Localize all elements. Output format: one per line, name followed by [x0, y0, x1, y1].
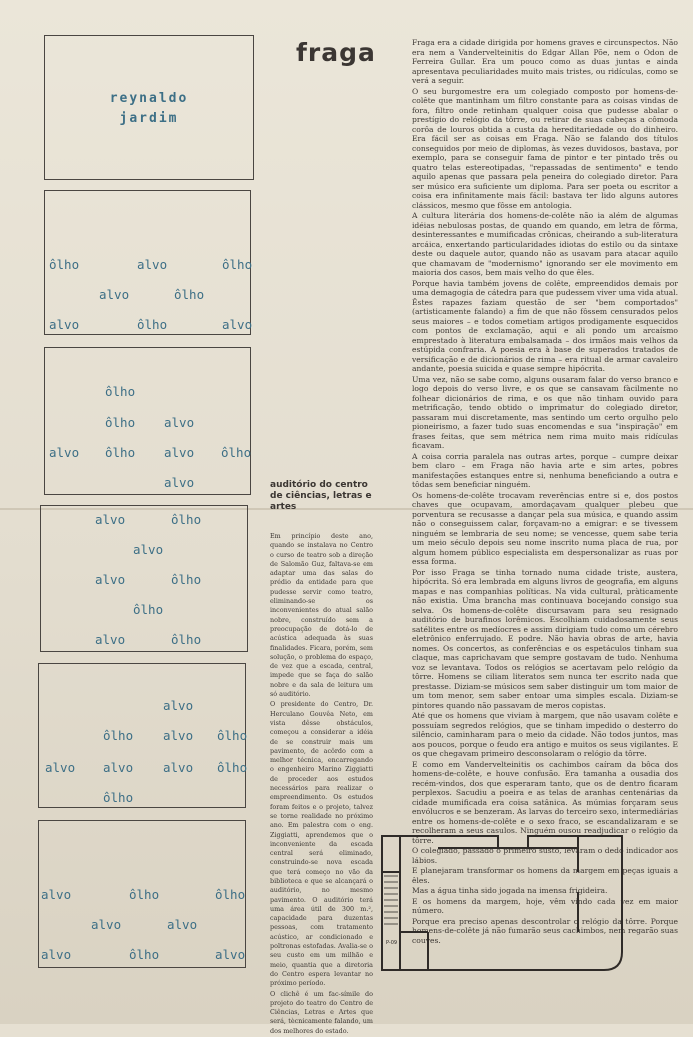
poem-word: ôlho [129, 887, 160, 902]
author-last-name: jardim [119, 111, 179, 126]
essay-paragraph: Fraga era a cidade dirigida por homens graves e circunspectos. Não era nem a Vandervelteinitis do Edgar Allan Põe, nem o Odon de Ferreira Gullar. Era um pouco como as duas juntas e ainda apresentava peculiaridades muito mais tristes, ou ridículas, como se verá a seguir. [412, 38, 678, 85]
poem-word: alvo [137, 257, 168, 272]
poem-word: alvo [103, 760, 134, 775]
essay-paragraph: Até que os homens que viviam à margem, que não usavam colête e possuíam segredos relógios, que se tinham impedido o desterro do silêncio, caminharam para o meio da cidade. Não todos juntos, mas aos poucos, porque o feudo era antigo e muitos os seus vigilantes. E os que chegavam primeiro desconsolaram o relógio da tôrre. [412, 711, 678, 758]
author-first-name: reynaldo [109, 91, 189, 106]
article-title-line: de ciências, letras e [270, 491, 372, 501]
essay-paragraph: Uma vez, não se sabe como, alguns ousaram falar do verso branco e logo depois do verso livre, e os que se cansavam fàcilmente no folhear dicionários de rima, e os que não tinham ouvido para metrificação, tendo obtido o imprimatur do colegiado diretor, passaram mui discretamente, mas sentindo um certo orgulho pelo pioneirismo, a fazer tudo suas encomendas e sua "inspiração" em frases feitas, que sem métrica nem rima muito mais ridículas ficavam. [412, 374, 678, 450]
essay-column [412, 38, 678, 946]
poem-word: ôlho [105, 384, 136, 399]
floor-plan-drawing [378, 832, 634, 974]
poem-word: ôlho [129, 947, 160, 962]
poem-word: ôlho [222, 257, 253, 272]
essay-paragraph: O seu burgomestre era um colegiado composto por homens-de-colête que mantinham um filtro constante para as coisas vindas de fora, filtro onde retinham qualquer coisa que pudesse abalar o prestígio do relógio da tôrre, ou retirar de suas cabeças a cômoda corôa de louros obtida a custa da hereditariedade ou do dinheiro. Era fácil ser as coisas em Fraga. Não se falando dos títulos conseguidos por meio de diplomas, às vezes duvidosos, bastava, por exemplo, para se conseguir fama de pintor e ter pintado três ou quatro telas estereotipadas, "repassadas de sentimento" e tendo aquilo apenas que passara pela peneira do colegiado diretor. Para ser músico era suficiente um diploma. Para ser poeta ou escritor a coisa era infinitamente mais fácil: bastava ter lido alguns autores clássicos, mesmo que fôsse em antologia. [412, 86, 678, 210]
author-box [44, 35, 254, 180]
article-paragraph: Em princípio deste ano, quando se instalava no Centro o curso de teatro sob a direção de Salomão Guz, faltava-se em adaptar uma das salas do prédio da entidade para que pudesse servir como teatro, eliminando-se os inconvenientes do atual salão nobre, construído sem a preocupação de dotá-lo de acústica adequada às suas finalidades. Ficara, porém, sem solução, o problema do espaço, de vez que a escada, central, impede que se faça do salão nobre e da sala de leitura um só auditório. [270, 532, 373, 699]
section-title: fraga [296, 38, 376, 67]
poem-panel-2 [44, 347, 251, 495]
article-paragraph: O clichê é um fac-símile do projeto do teatro do Centro de Ciências, Letras e Artes que será, tècnicamente falando, um dos melhores do estado. [270, 989, 373, 1035]
essay-paragraph: Mas a água tinha sido jogada na imensa frigideira. [412, 886, 608, 895]
essay-paragraph: Por isso Fraga se tinha tornado numa cidade triste, austera, hipócrita. Só era lembrada em alguns livros de geografia, em alguns mapas e nas companhias políticas. Na vida cultural, pràticamente não existia. Uma brancha mas continuava bocejando consigo sua selva. Os homens-de-colête discursavam para seu resignado auditório de burafinos lorêmicos. Escolhiam cuidadosamente seus satélites entre os medíocres e assim dirigiam tudo como um cérebro eletrônico enferrujado. E podre. Não havia obras de arte, havia nomes. Os concertos, as conferências e os espetáculos tinham sua claque, mas caprichavam que sempre gostavam de tudo. Nenhuma voz se levantava. Todos os relógios se acertavam pelo relógio da tôrre. Homens se ciliam literatos sem nunca ter escrito nada que prestasse. Diziam-se músicos sem saber distinguir um tom maior de um tom menor, sem saber entoar uma simples escala. Diziam-se pintores quando não passavam de meros copistas. [412, 567, 678, 710]
poem-word: alvo [99, 287, 130, 302]
poem-panel-1 [44, 190, 251, 335]
poem-word: ôlho [137, 317, 168, 332]
essay-paragraph: E como em Vandervelteinitis os cachimbos caíram da bôca dos homens-de-colête, e houve confusão. Era tamanha a ousadia dos recém-vindos, dos que esperaram tanto, que os de dentro ficaram perplexos. Sacudiu a poeira e as telas de aranhas centenárias da cidade mumificada era coisa satânica. As múmias forçaram seus envólucros e se benzeram. As larvas do terceiro sexo, intermediárias entre os homens-de-colête e o sexo fraco, se escandalizaram e se recolheram a seus casulos. Ninguém ousou readjudicar o relógio da tôrre. [412, 759, 678, 845]
floor-plan-label: P-09 [386, 940, 398, 946]
essay-paragraph: A cultura literária dos homens-de-colête não ia além de algumas idéias nebulosas postas, de quando em quando, em letra de fôrma, desinteressantes e mumificadas crônicas, cheirando a sub-literatura arcáica, enxertando particularidades idiotas do estilo ou da sintaxe deste ou daquele autor, quando não as usavam para atacar aquilo que chamavam de "modernismo" ignorando ser ele movimento em maioria dos casos, bem mais velho do que êles. [412, 211, 678, 277]
poem-word: alvo [95, 632, 126, 647]
article-title [270, 480, 373, 513]
poem-word: alvo [95, 512, 126, 527]
poem-word: alvo [41, 947, 72, 962]
poem-word: alvo [163, 698, 194, 713]
poem-word: ôlho [49, 257, 80, 272]
poem-word: alvo [91, 917, 122, 932]
poem-word: ôlho [215, 887, 246, 902]
essay-paragraph: Porque era preciso apenas descontrolar o relógio da tôrre. Porque homens-de-colête já não fumarão seus cachimbos, nem regarão suas couves. [412, 916, 678, 945]
poem-word: ôlho [217, 760, 248, 775]
poem-word: ôlho [105, 415, 136, 430]
essay-paragraph: O colegiado, passado o primeiro susto, levaram o dedo indicador aos lábios. [412, 846, 678, 865]
poem-word: ôlho [171, 572, 202, 587]
poem-word: ôlho [133, 602, 164, 617]
poem-word: alvo [163, 760, 194, 775]
poem-word: ôlho [103, 790, 134, 805]
poem-word: ôlho [217, 728, 248, 743]
poem-word: alvo [95, 572, 126, 587]
poem-word: ôlho [221, 445, 252, 460]
poem-word: alvo [215, 947, 246, 962]
essay-paragraph: E planejaram transformar os homens da margem em peças iguais a êles. [412, 866, 678, 885]
essay-paragraph: A coisa corria paralela nas outras artes, porque – cumpre deixar bem claro – em Fraga não havia arte e sim artes, pobres manifestações estanques entre si, nenhuma beneficiando a outra e tôdas sem beneficiar ninguém. [412, 451, 678, 489]
poem-word: ôlho [105, 445, 136, 460]
poem-word: alvo [45, 760, 76, 775]
poem-word: alvo [49, 445, 80, 460]
article-paragraph: O presidente do Centro, Dr. Herculano Gouvêa Neto, em vista dêsse obstáculos, começou a considerar a idéia de se construir mais um pavimento, de acôrdo com a melhor técnica, encarregando o engenheiro Marino Ziggiatti de proceder aos estudos necessários para realizar o empreendimento. Os estudos foram feitos e o projeto, talvez se torne realidade no próximo ano. Em palestra com o eng. Ziggiatti, aprendemos que o inconveniente da escada central será eliminado, construindo-se nova escada que terá começo no vão da biblioteca e que se alcançará o auditório, no mesmo pavimento. O auditório terá uma área útil de 300 m.², capacidade para duzentas pessoas, com tratamento acústico, ar condicionado e poltronas estofadas. Avalia-se o seu custo em um milhão e meio, quantia que a diretoria do Centro espera levantar no próximo período. [270, 700, 373, 988]
poem-word: alvo [164, 475, 195, 490]
poem-word: alvo [49, 317, 80, 332]
article-title-line: artes [270, 502, 297, 512]
essay-paragraph: E os homens da margem, hoje, vêm vindo cada vez em maior número. [412, 896, 678, 915]
poem-word: ôlho [171, 632, 202, 647]
essay-paragraph: Os homens-de-colête trocavam reverências entre si e, dos postos chaves que ocupavam, amordaçavam qualquer plebeu que porventura se recusasse a dançar pela sua música, e quando assim não o conseguissem calar, forçavam-no a emigrar: e se tivessem ninguém se lembraria de seu nome; se vencesse, quem sabe teria um meio século depois seu nome inscrito numa placa de rua, por algum homem público especialista em despersonalizar as ruas por essa forma. [412, 490, 678, 566]
poem-word: alvo [164, 445, 195, 460]
poem-word: alvo [163, 728, 194, 743]
article-column [270, 532, 373, 1037]
article-title-line: auditório do centro [270, 480, 368, 490]
poem-word: ôlho [103, 728, 134, 743]
essay-paragraph: Porque havia também jovens de colête, empreendidos demais por uma demagogia de cátedra para que pudessem viver uma vida atual. Êstes rapazes faziam questão de ser "bem comportados" (artisticamente falando) a fim de que não fôssem censurados pelos seus maiores – e todos cometiam artigos prodigamente esquecidos com pontos de exclamação, aqui e ali pondo um arcaísmo emprestado à literatura embalsamada – dos irmãos mais velhos da estúpida confraria. A poesia era à base de superados tratados de versificação e de dicionários de rima – era ritual de armar cavaleiro andante, poesia suicida e quase sempre hipócrita. [412, 278, 678, 373]
poem-word: alvo [164, 415, 195, 430]
poem-panel-5 [38, 820, 246, 968]
poem-word: ôlho [174, 287, 205, 302]
poem-panel-3 [40, 505, 248, 652]
poem-word: ôlho [171, 512, 202, 527]
poem-word: alvo [133, 542, 164, 557]
poem-word: alvo [41, 887, 72, 902]
poem-word: alvo [222, 317, 253, 332]
poem-word: alvo [167, 917, 198, 932]
poem-panel-4 [38, 663, 246, 808]
